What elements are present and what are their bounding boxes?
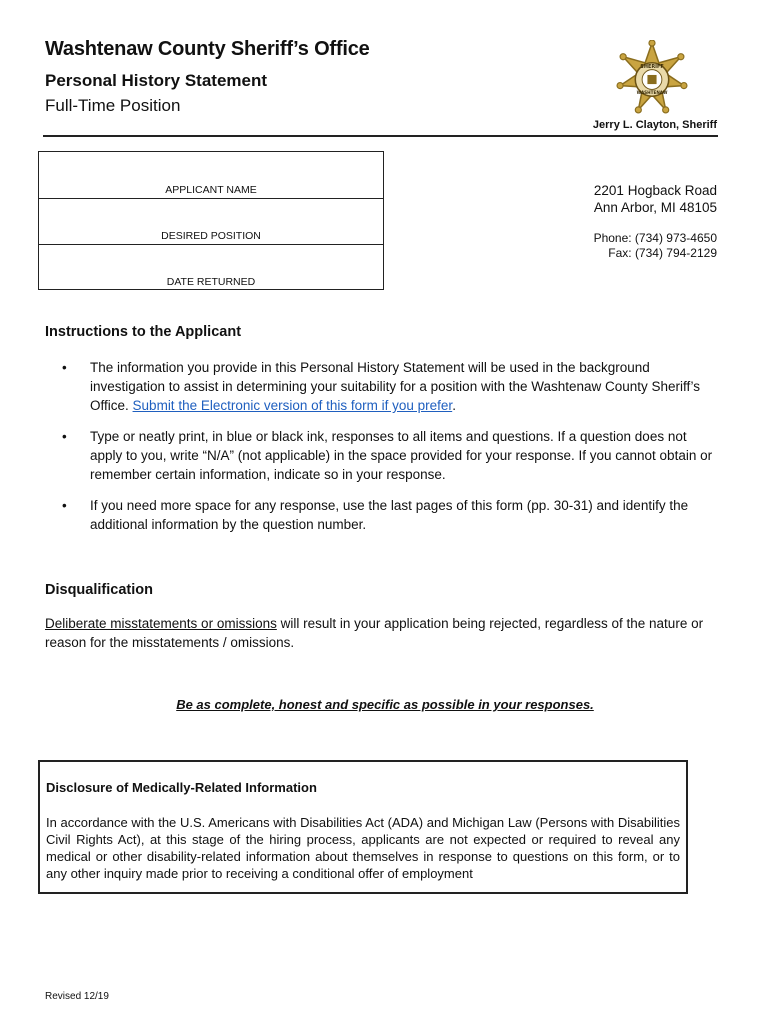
sheriff-name: Jerry L. Clayton, Sheriff [592,119,717,131]
address-city: Ann Arbor, MI 48105 [593,200,717,215]
header-divider [43,135,718,137]
instruction-2-text: Type or neatly print, in blue or black ink, responses to all items and questions. If a question does not apply to you, write “N/A” (not applicable) in the space provided for your response. If you cannot obtain or remember certain information, indicate so in your response. [90,429,713,482]
misstatements-underlined: Deliberate misstatements or omissions [45,616,277,631]
disclosure-body: In accordance with the U.S. Americans with Disabilities Act (ADA) and Michigan Law (Persons with Disabilities Civil Rights Act), at this stage of the hiring process, applicants are not expected or required to reveal any medical or other disability-related information about themselves in response to questions on this form, or to any other inquiry made prior to receiving a conditional offer of employment [46,815,680,881]
org-title: Washtenaw County Sheriff’s Office [45,38,370,60]
disqualification-rest: will result in your application being rejected, regardless of the nature or reason for the misstatements / omissions. [45,616,704,650]
bullet-icon: • [62,429,67,444]
document-subtitle: Full-Time Position [45,96,181,115]
disqualification-heading: Disqualification [45,582,153,598]
applicant-name-label: APPLICANT NAME [165,184,257,196]
instruction-1-text: The information you provide in this Personal History Statement will be used in the background investigation to assist in determining your suitability for a position with the Washtenaw County Sheriff’s Office. [90,360,701,413]
document-title: Personal History Statement [45,71,268,90]
disqualification-text [45,614,725,652]
instructions-heading: Instructions to the Applicant [45,324,242,340]
date-returned-label: DATE RETURNED [166,276,256,288]
list-item [62,358,722,415]
badge-top-text: SHERIFF [640,64,664,71]
address-street: 2201 Hogback Road [593,183,717,198]
bullet-icon: • [62,360,67,375]
date-returned-field[interactable] [39,244,383,290]
emphasis-statement: Be as complete, honest and specific as possible in your responses. [176,697,594,712]
list-item [62,496,722,534]
disclosure-box [38,760,688,894]
desired-position-label: DESIRED POSITION [161,230,261,242]
electronic-form-link[interactable]: Submit the Electronic version of this form if you prefer [132,398,453,413]
list-item [62,427,722,484]
fax-number: Fax: (734) 794-2129 [608,246,717,260]
revision-date: Revised 12/19 [45,991,109,1002]
sheriff-star-badge-icon [614,40,690,116]
phone-number: Phone: (734) 973-4650 [593,231,717,245]
desired-position-field[interactable] [39,198,383,244]
instructions-list [62,358,722,534]
applicant-info-box [38,151,384,290]
applicant-name-field[interactable] [39,152,383,198]
bullet-icon: • [62,498,67,513]
badge-bottom-text: WASHTENAW [636,89,668,95]
disclosure-title: Disclosure of Medically-Related Information [46,780,317,795]
instruction-1-end: . [452,398,456,413]
instruction-3-text: If you need more space for any response, use the last pages of this form (pp. 30-31) and identify the additional information by the question number. [90,498,689,532]
